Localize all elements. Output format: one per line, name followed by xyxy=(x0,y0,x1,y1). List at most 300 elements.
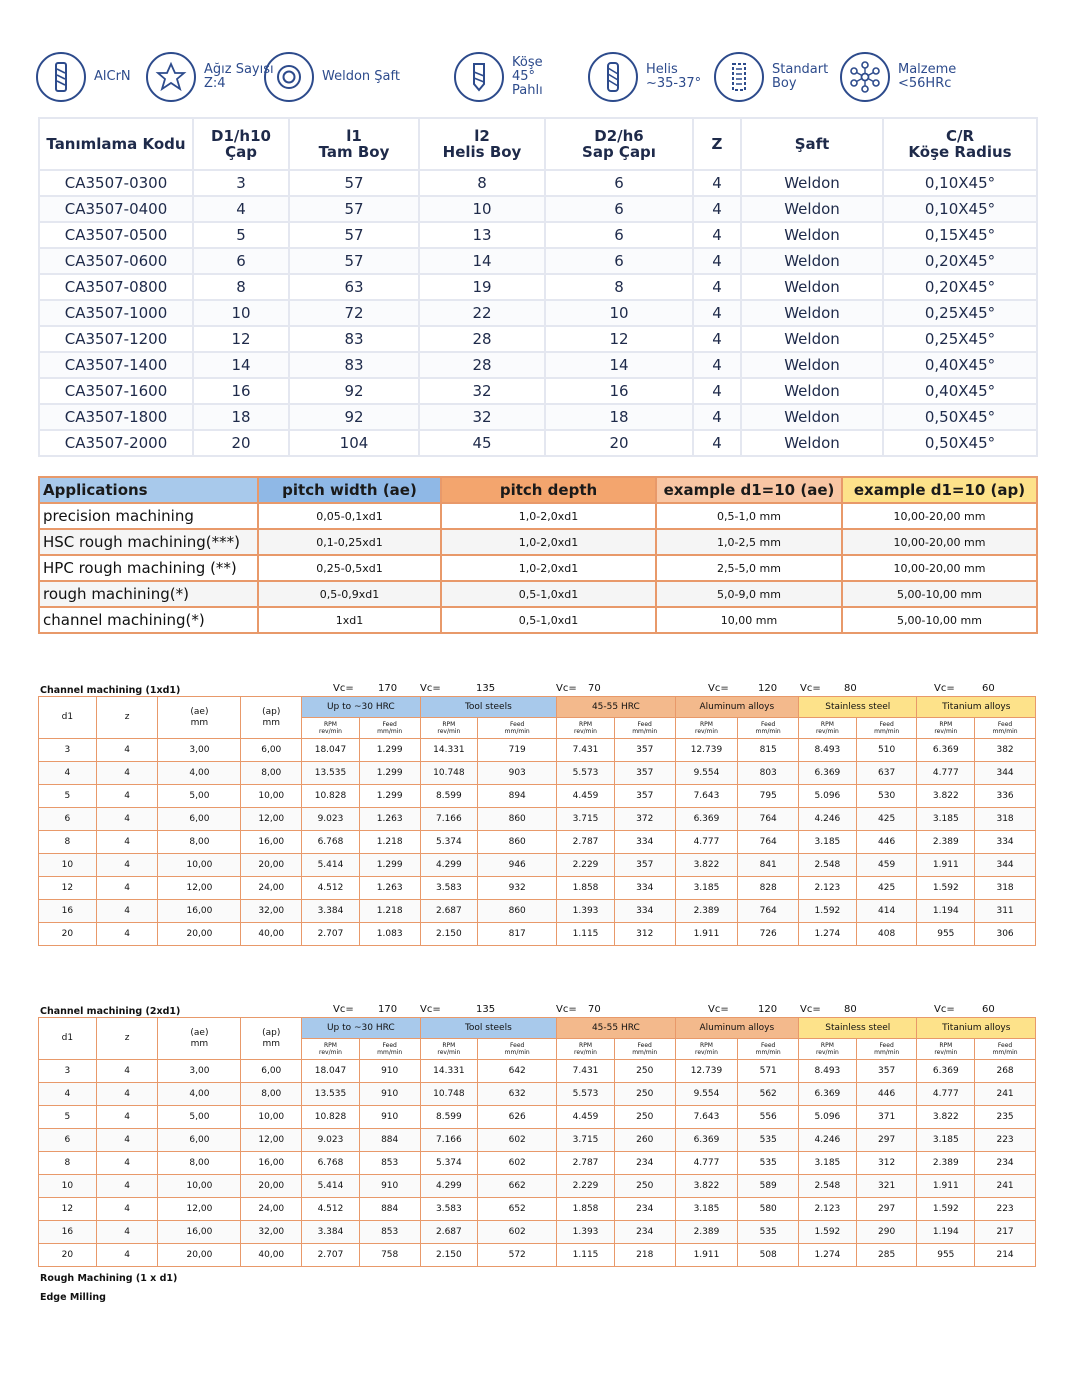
cutting-cell: 6 xyxy=(39,1129,97,1152)
cutting-cell: 4,00 xyxy=(158,762,241,785)
cutting-cell: 9.554 xyxy=(675,1083,738,1106)
cutting-cell: 580 xyxy=(738,1198,799,1221)
vc-label: Vc= xyxy=(800,1004,821,1015)
unit-header: Feed mm/min xyxy=(975,1039,1036,1060)
unit-header: RPM rev/min xyxy=(557,718,615,739)
cutting-cell: 5 xyxy=(39,1106,97,1129)
cutting-cell: 2.229 xyxy=(557,1175,615,1198)
cutting-cell: 6,00 xyxy=(158,808,241,831)
cutting-cell: 425 xyxy=(856,877,917,900)
cutting-cell: 18.047 xyxy=(302,1060,360,1083)
cutting-cell: 4 xyxy=(96,1152,158,1175)
cutting-cell: 4 xyxy=(96,1175,158,1198)
cutting-row xyxy=(39,785,1036,808)
cutting-cell: 5,00 xyxy=(158,785,241,808)
cutting-cell: 318 xyxy=(975,808,1036,831)
feature-flutes xyxy=(146,46,274,108)
cutting-cell: 3 xyxy=(39,1060,97,1083)
spec-cell: 104 xyxy=(289,430,419,456)
cutting-cell: 321 xyxy=(856,1175,917,1198)
spec-cell: 57 xyxy=(289,196,419,222)
spec-cell: 57 xyxy=(289,248,419,274)
cutting-cell: 4.512 xyxy=(302,877,360,900)
cutting-cell: 4.246 xyxy=(799,808,857,831)
applications-row xyxy=(39,581,1037,607)
cutting-cell: 4 xyxy=(96,854,158,877)
cutting-table-title: Channel machining (2xd1) xyxy=(40,1006,181,1017)
cutting-cell: 16,00 xyxy=(158,1221,241,1244)
cutting-cell: 218 xyxy=(614,1244,675,1267)
vc-value: 70 xyxy=(588,1004,601,1015)
cutting-cell: 14.331 xyxy=(420,739,478,762)
applications-cell: 5,00-10,00 mm xyxy=(842,607,1037,633)
applications-cell: HPC rough machining (**) xyxy=(39,555,258,581)
cutting-cell: 4.246 xyxy=(799,1129,857,1152)
applications-cell: 0,5-0,9xd1 xyxy=(258,581,441,607)
cutting-cell: 8 xyxy=(39,1152,97,1175)
cutting-cell: 884 xyxy=(359,1198,420,1221)
spec-col-header: C/R Köşe Radius xyxy=(883,118,1037,170)
cutting-cell: 10 xyxy=(39,1175,97,1198)
cutting-cell: 12,00 xyxy=(241,1129,302,1152)
cutting-cell: 910 xyxy=(359,1175,420,1198)
spec-cell: 4 xyxy=(693,274,741,300)
spec-cell: 4 xyxy=(693,352,741,378)
unit-header: Feed mm/min xyxy=(359,718,420,739)
cutting-cell: 602 xyxy=(478,1221,557,1244)
cutting-cell: 12 xyxy=(39,877,97,900)
spec-cell: 19 xyxy=(419,274,545,300)
cutting-cell: 6.369 xyxy=(917,1060,975,1083)
cutting-cell: 946 xyxy=(478,854,557,877)
cutting-cell: 16,00 xyxy=(241,831,302,854)
cutting-cell: 5.374 xyxy=(420,1152,478,1175)
cutting-cell: 10 xyxy=(39,854,97,877)
applications-row xyxy=(39,555,1037,581)
spec-row xyxy=(39,274,1037,300)
cutting-cell: 9.554 xyxy=(675,762,738,785)
cutting-cell: 1.218 xyxy=(359,831,420,854)
feature-label: Standart Boy xyxy=(772,62,829,91)
cutting-row xyxy=(39,1083,1036,1106)
cutting-cell: 1.218 xyxy=(359,900,420,923)
material-group-header: Stainless steel xyxy=(799,1018,917,1039)
applications-cell: 10,00-20,00 mm xyxy=(842,529,1037,555)
spec-cell: 13 xyxy=(419,222,545,248)
spec-header-row xyxy=(39,118,1037,170)
cutting-cell: 3.185 xyxy=(799,831,857,854)
cutting-cell: 2.389 xyxy=(917,831,975,854)
cutting-cell: 602 xyxy=(478,1129,557,1152)
cutting-group-row xyxy=(39,1018,1036,1039)
cutting-cell: 12,00 xyxy=(158,877,241,900)
cutting-cell: 250 xyxy=(614,1060,675,1083)
applications-cell: 1,0-2,5 mm xyxy=(656,529,842,555)
material-group-header: Aluminum alloys xyxy=(675,697,798,718)
corner-chamfer-icon xyxy=(454,52,504,102)
cutting-cell: 4 xyxy=(96,808,158,831)
cutting-cell: 357 xyxy=(614,785,675,808)
cutting-cell: 955 xyxy=(917,923,975,946)
cutting-row xyxy=(39,831,1036,854)
material-group-header: 45-55 HRC xyxy=(557,1018,675,1039)
spec-cell: 10 xyxy=(545,300,693,326)
cutting-cell: 285 xyxy=(856,1244,917,1267)
cutting-row xyxy=(39,808,1036,831)
spec-row xyxy=(39,430,1037,456)
spec-cell: 4 xyxy=(693,430,741,456)
spec-body xyxy=(39,170,1037,456)
spec-cell: 0,10X45° xyxy=(883,196,1037,222)
spec-col-header: D2/h6 Sap Çapı xyxy=(545,118,693,170)
cutting-cell: 334 xyxy=(975,831,1036,854)
unit-header: Feed mm/min xyxy=(614,1039,675,1060)
spec-row xyxy=(39,352,1037,378)
cutting-cell: 853 xyxy=(359,1221,420,1244)
cutting-cell: 1.858 xyxy=(557,1198,615,1221)
spec-cell: CA3507-0500 xyxy=(39,222,193,248)
applications-cell: 1xd1 xyxy=(258,607,441,633)
spec-cell: 4 xyxy=(693,300,741,326)
spec-cell: 6 xyxy=(545,222,693,248)
cutting-cell: 4.777 xyxy=(675,1152,738,1175)
vc-label: Vc= xyxy=(556,1004,577,1015)
cutting-data-table-2xd1 xyxy=(38,999,1036,1267)
cutting-cell: 234 xyxy=(614,1198,675,1221)
applications-header-row xyxy=(39,477,1037,503)
spec-cell: 0,40X45° xyxy=(883,352,1037,378)
cutting-cell: 12,00 xyxy=(241,808,302,831)
cutting-cell: 1.911 xyxy=(917,1175,975,1198)
cutting-cell: 803 xyxy=(738,762,799,785)
cutting-cell: 3.822 xyxy=(675,1175,738,1198)
spec-row xyxy=(39,248,1037,274)
spec-cell: 0,25X45° xyxy=(883,326,1037,352)
vc-label: Vc= xyxy=(934,683,955,694)
cutting-cell: 334 xyxy=(614,900,675,923)
cutting-cell: 4 xyxy=(96,1083,158,1106)
cutting-cell: 4 xyxy=(96,1106,158,1129)
applications-col-header: example d1=10 (ae) xyxy=(656,477,842,503)
cutting-cell: 16,00 xyxy=(158,900,241,923)
spec-cell: 92 xyxy=(289,404,419,430)
cutting-cell: 4 xyxy=(39,1083,97,1106)
cutting-cell: 414 xyxy=(856,900,917,923)
cutting-col-header: z xyxy=(96,1018,158,1060)
cutting-cell: 2.548 xyxy=(799,1175,857,1198)
cutting-cell: 12.739 xyxy=(675,1060,738,1083)
cutting-cell: 425 xyxy=(856,808,917,831)
cutting-cell: 223 xyxy=(975,1198,1036,1221)
material-group-header: Tool steels xyxy=(420,1018,557,1039)
cutting-cell: 408 xyxy=(856,923,917,946)
vc-label: Vc= xyxy=(333,1004,354,1015)
cutting-cell: 535 xyxy=(738,1129,799,1152)
cutting-cell: 2.548 xyxy=(799,854,857,877)
cutting-cell: 5.414 xyxy=(302,1175,360,1198)
applications-cell: 2,5-5,0 mm xyxy=(656,555,842,581)
spec-cell: 18 xyxy=(193,404,289,430)
cutting-cell: 8,00 xyxy=(158,831,241,854)
cutting-cell: 1.083 xyxy=(359,923,420,946)
cutting-cell: 3.185 xyxy=(799,1152,857,1175)
spec-cell: 0,20X45° xyxy=(883,248,1037,274)
cutting-cell: 1.911 xyxy=(675,923,738,946)
cutting-cell: 853 xyxy=(359,1152,420,1175)
applications-cell: HSC rough machining(***) xyxy=(39,529,258,555)
cutting-cell: 726 xyxy=(738,923,799,946)
spec-cell: 12 xyxy=(545,326,693,352)
cutting-cell: 8,00 xyxy=(158,1152,241,1175)
cutting-cell: 910 xyxy=(359,1083,420,1106)
unit-header: RPM rev/min xyxy=(557,1039,615,1060)
spec-col-header: l1 Tam Boy xyxy=(289,118,419,170)
spec-cell: 83 xyxy=(289,352,419,378)
spec-cell: 28 xyxy=(419,326,545,352)
cutting-cell: 535 xyxy=(738,1152,799,1175)
spec-row xyxy=(39,196,1037,222)
spec-cell: 8 xyxy=(193,274,289,300)
unit-header: RPM rev/min xyxy=(799,718,857,739)
cutting-cell: 223 xyxy=(975,1129,1036,1152)
applications-col-header: example d1=10 (ap) xyxy=(842,477,1037,503)
spec-cell: 0,20X45° xyxy=(883,274,1037,300)
vc-value: 170 xyxy=(378,1004,398,1015)
cutting-cell: 4.777 xyxy=(917,1083,975,1106)
cutting-title-row xyxy=(38,999,1036,1017)
cutting-cell: 12 xyxy=(39,1198,97,1221)
cutting-cell: 1.393 xyxy=(557,1221,615,1244)
cutting-title-row xyxy=(38,678,1036,696)
feature-helix xyxy=(588,46,701,108)
material-group-header: Titanium alloys xyxy=(917,1018,1036,1039)
spec-cell: Weldon xyxy=(741,300,883,326)
cutting-cell: 4 xyxy=(96,762,158,785)
cutting-cell: 2.229 xyxy=(557,854,615,877)
spec-cell: 72 xyxy=(289,300,419,326)
cutting-cell: 8.599 xyxy=(420,785,478,808)
helix-icon xyxy=(588,52,638,102)
spec-col-header: Şaft xyxy=(741,118,883,170)
footer-rough-machining: Rough Machining (1 x d1) xyxy=(40,1273,178,1284)
cutting-cell: 1.274 xyxy=(799,923,857,946)
spec-row xyxy=(39,300,1037,326)
spec-cell: Weldon xyxy=(741,404,883,430)
spec-row xyxy=(39,326,1037,352)
spec-cell: 0,50X45° xyxy=(883,430,1037,456)
feature-material xyxy=(840,46,956,108)
applications-table xyxy=(38,476,1038,634)
cutting-cell: 1.393 xyxy=(557,900,615,923)
weldon-shank-icon xyxy=(264,52,314,102)
cutting-cell: 3.185 xyxy=(917,1129,975,1152)
cutting-cell: 4,00 xyxy=(158,1083,241,1106)
spec-cell: CA3507-1000 xyxy=(39,300,193,326)
spec-col-header: Tanımlama Kodu xyxy=(39,118,193,170)
cutting-cell: 290 xyxy=(856,1221,917,1244)
cutting-cell: 626 xyxy=(478,1106,557,1129)
cutting-cell: 250 xyxy=(614,1083,675,1106)
applications-col-header: pitch width (ae) xyxy=(258,477,441,503)
spec-cell: 4 xyxy=(693,248,741,274)
cutting-cell: 24,00 xyxy=(241,877,302,900)
cutting-cell: 446 xyxy=(856,831,917,854)
cutting-group-row xyxy=(39,697,1036,718)
cutting-cell: 9.023 xyxy=(302,808,360,831)
standard-length-icon xyxy=(714,52,764,102)
spec-cell: CA3507-1800 xyxy=(39,404,193,430)
spec-cell: CA3507-0300 xyxy=(39,170,193,196)
spec-cell: CA3507-1600 xyxy=(39,378,193,404)
spec-table xyxy=(38,117,1038,457)
cutting-cell: 8 xyxy=(39,831,97,854)
cutting-row xyxy=(39,1244,1036,1267)
cutting-cell: 214 xyxy=(975,1244,1036,1267)
cutting-cell: 571 xyxy=(738,1060,799,1083)
cutting-cell: 6.369 xyxy=(799,1083,857,1106)
vc-value: 70 xyxy=(588,683,601,694)
unit-header: RPM rev/min xyxy=(420,718,478,739)
cutting-cell: 7.431 xyxy=(557,739,615,762)
cutting-cell: 16,00 xyxy=(241,1152,302,1175)
cutting-cell: 4 xyxy=(96,877,158,900)
cutting-cell: 6.369 xyxy=(675,1129,738,1152)
unit-header: RPM rev/min xyxy=(917,1039,975,1060)
cutting-cell: 535 xyxy=(738,1221,799,1244)
cutting-cell: 6,00 xyxy=(158,1129,241,1152)
cutting-cell: 1.592 xyxy=(799,900,857,923)
cutting-cell: 10,00 xyxy=(241,785,302,808)
vc-label: Vc= xyxy=(800,683,821,694)
cutting-cell: 1.194 xyxy=(917,900,975,923)
cutting-cell: 5.374 xyxy=(420,831,478,854)
feature-shank xyxy=(264,46,400,108)
material-icon xyxy=(840,52,890,102)
material-group-header: Aluminum alloys xyxy=(675,1018,798,1039)
applications-cell: 10,00-20,00 mm xyxy=(842,555,1037,581)
spec-cell: 14 xyxy=(193,352,289,378)
cutting-cell: 336 xyxy=(975,785,1036,808)
cutting-cell: 6.369 xyxy=(799,762,857,785)
unit-header: Feed mm/min xyxy=(738,1039,799,1060)
cutting-row xyxy=(39,854,1036,877)
cutting-cell: 1.115 xyxy=(557,923,615,946)
cutting-cell: 4.512 xyxy=(302,1198,360,1221)
spec-cell: 6 xyxy=(545,196,693,222)
cutting-cell: 7.166 xyxy=(420,808,478,831)
spec-cell: 8 xyxy=(545,274,693,300)
applications-row xyxy=(39,529,1037,555)
cutting-cell: 4 xyxy=(96,1198,158,1221)
cutting-cell: 14.331 xyxy=(420,1060,478,1083)
spec-cell: Weldon xyxy=(741,222,883,248)
spec-col-header: D1/h10 Çap xyxy=(193,118,289,170)
cutting-cell: 5.414 xyxy=(302,854,360,877)
flutes-icon xyxy=(146,52,196,102)
cutting-cell: 13.535 xyxy=(302,1083,360,1106)
cutting-cell: 318 xyxy=(975,877,1036,900)
cutting-cell: 4.299 xyxy=(420,1175,478,1198)
cutting-cell: 1.592 xyxy=(799,1221,857,1244)
cutting-cell: 3.185 xyxy=(917,808,975,831)
cutting-cell: 4 xyxy=(96,739,158,762)
cutting-cell: 3.185 xyxy=(675,877,738,900)
cutting-cell: 764 xyxy=(738,831,799,854)
cutting-cell: 8,00 xyxy=(241,1083,302,1106)
cutting-cell: 4 xyxy=(96,1221,158,1244)
applications-cell: 1,0-2,0xd1 xyxy=(441,503,656,529)
applications-cell: 5,00-10,00 mm xyxy=(842,581,1037,607)
cutting-cell: 642 xyxy=(478,1060,557,1083)
spec-cell: 20 xyxy=(193,430,289,456)
cutting-cell: 602 xyxy=(478,1152,557,1175)
spec-cell: 4 xyxy=(693,326,741,352)
cutting-cell: 884 xyxy=(359,1129,420,1152)
cutting-row xyxy=(39,1152,1036,1175)
cutting-cell: 4 xyxy=(96,1129,158,1152)
cutting-cell: 16 xyxy=(39,1221,97,1244)
spec-cell: 57 xyxy=(289,222,419,248)
vc-value: 135 xyxy=(476,1004,496,1015)
cutting-col-header: (ae) mm xyxy=(158,697,241,739)
cutting-cell: 955 xyxy=(917,1244,975,1267)
spec-cell: CA3507-1200 xyxy=(39,326,193,352)
cutting-cell: 2.389 xyxy=(675,900,738,923)
cutting-cell: 32,00 xyxy=(241,900,302,923)
applications-cell: 0,25-0,5xd1 xyxy=(258,555,441,581)
spec-cell: 4 xyxy=(693,404,741,430)
cutting-cell: 12.739 xyxy=(675,739,738,762)
cutting-cell: 8.493 xyxy=(799,1060,857,1083)
cutting-table xyxy=(38,696,1036,946)
cutting-cell: 13.535 xyxy=(302,762,360,785)
spec-cell: Weldon xyxy=(741,378,883,404)
coating-icon xyxy=(36,52,86,102)
cutting-cell: 637 xyxy=(856,762,917,785)
cutting-cell: 40,00 xyxy=(241,1244,302,1267)
vc-value: 120 xyxy=(758,683,778,694)
cutting-cell: 3.715 xyxy=(557,808,615,831)
cutting-cell: 2.707 xyxy=(302,1244,360,1267)
cutting-cell: 2.787 xyxy=(557,1152,615,1175)
spec-cell: 16 xyxy=(545,378,693,404)
cutting-cell: 1.263 xyxy=(359,877,420,900)
cutting-cell: 894 xyxy=(478,785,557,808)
cutting-cell: 8.599 xyxy=(420,1106,478,1129)
cutting-cell: 4 xyxy=(96,785,158,808)
spec-cell: Weldon xyxy=(741,248,883,274)
cutting-cell: 3,00 xyxy=(158,739,241,762)
cutting-cell: 18.047 xyxy=(302,739,360,762)
cutting-cell: 3.822 xyxy=(917,785,975,808)
vc-value: 80 xyxy=(844,683,857,694)
cutting-cell: 4.299 xyxy=(420,854,478,877)
cutting-cell: 268 xyxy=(975,1060,1036,1083)
cutting-cell: 841 xyxy=(738,854,799,877)
cutting-data-table-1xd1 xyxy=(38,678,1036,946)
cutting-cell: 6.369 xyxy=(917,739,975,762)
cutting-row xyxy=(39,1060,1036,1083)
feature-label: AlCrN xyxy=(94,69,131,84)
spec-cell: 12 xyxy=(193,326,289,352)
cutting-cell: 3.822 xyxy=(917,1106,975,1129)
applications-cell: 0,5-1,0xd1 xyxy=(441,581,656,607)
spec-cell: 10 xyxy=(193,300,289,326)
spec-cell: 57 xyxy=(289,170,419,196)
spec-row xyxy=(39,404,1037,430)
applications-cell: 1,0-2,0xd1 xyxy=(441,555,656,581)
cutting-cell: 459 xyxy=(856,854,917,877)
